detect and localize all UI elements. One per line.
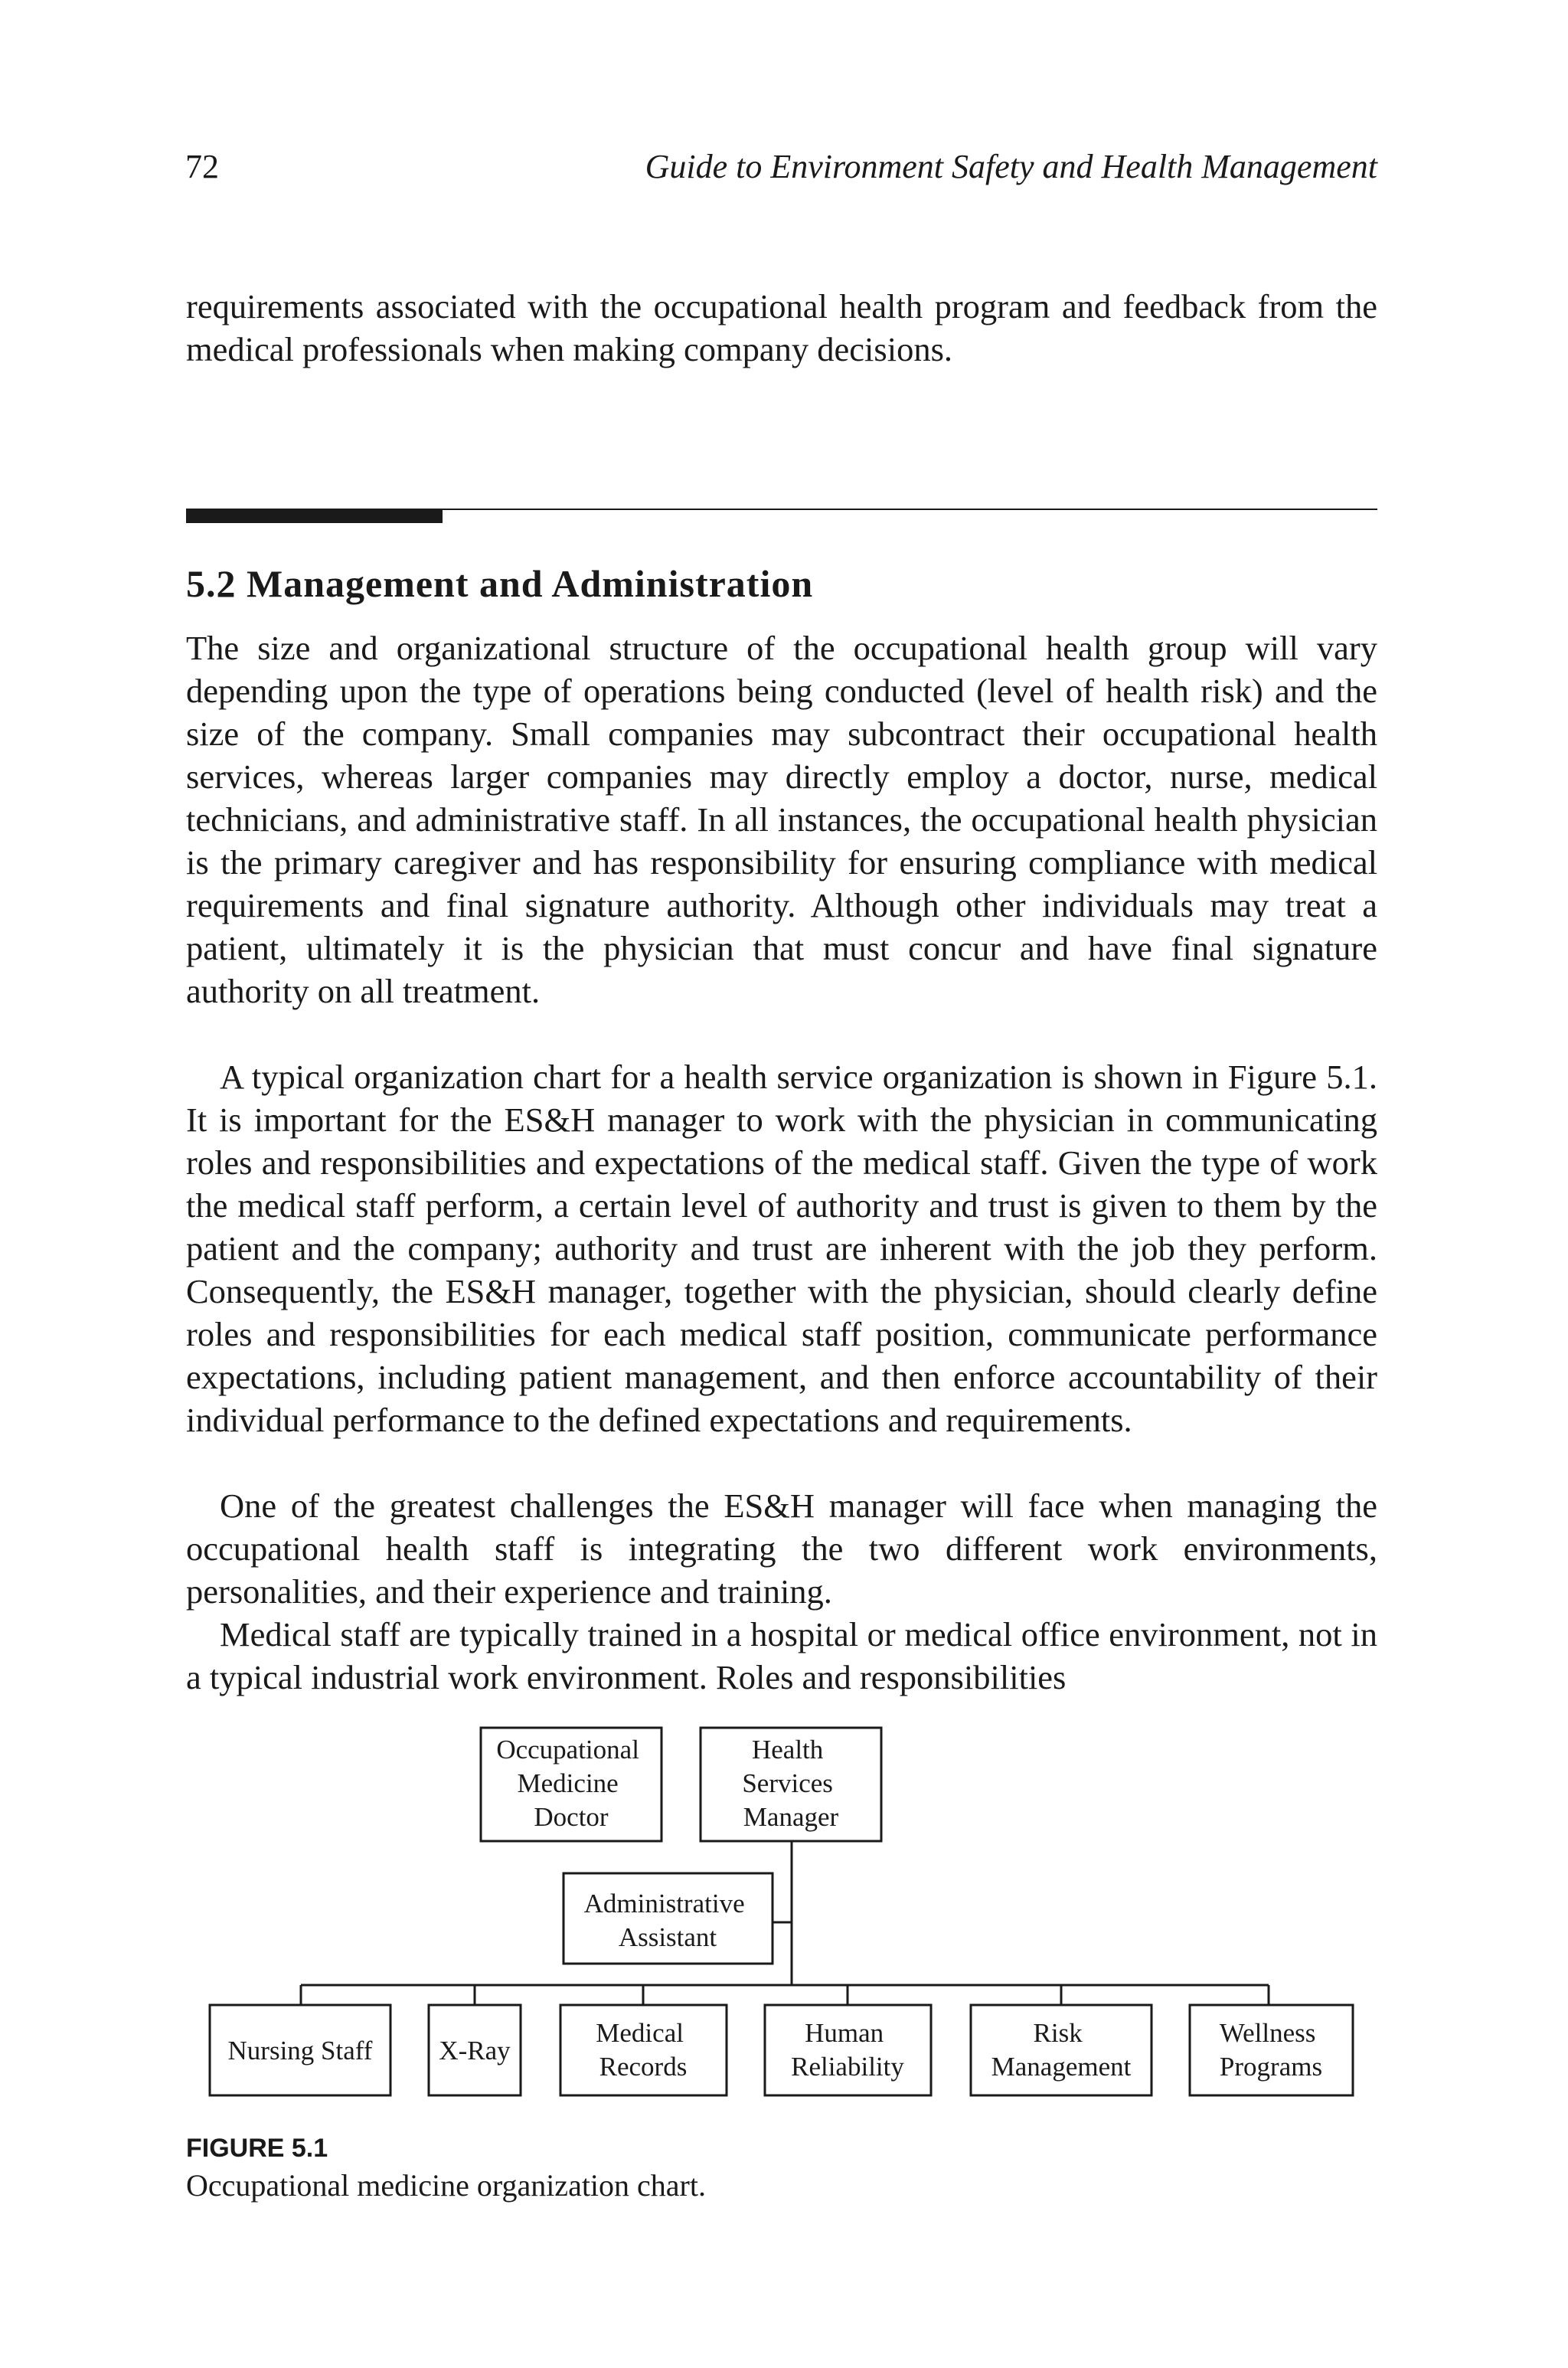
box-label-xray: X-Ray — [439, 2036, 511, 2065]
section-heading: 5.2 Management and Administration — [186, 562, 814, 605]
box-label-assistant: Administrative Assistant — [583, 1889, 745, 1952]
body-paragraph: A typical organization chart for a health service organization is shown in Figure 5.1. It is important for the ES&H manager to work with the physician in communicating roles and responsibilities and expectations of the medical staff. Given the type of work the medical staff perform, a certain level of authority and trust is given to them by the patient and the company; authority and trust are inherent with the job they perform. Consequently, the ES&H manager, together with the physician, should clearly define roles and responsibilities for each medical staff position, communicate performance expectations, including patient management, and then enforce accountability of their individual performance to the defined expectations and requirements. — [186, 1058, 1377, 1439]
body-paragraph: Medical staff are typically trained in a hospital or medical office environment, not in a typical industrial work environment. Roles and responsibilities — [186, 1615, 1377, 1696]
body-paragraph: One of the greatest challenges the ES&H manager will face when managing the occupational health staff is integrating the two different work environments, personalities, and their experience and training. — [186, 1487, 1377, 1611]
box-label-nursing: Nursing Staff — [227, 2036, 373, 2065]
box-label-risk: Risk Management — [991, 2018, 1132, 2082]
box-label-manager: Health Services Manager — [742, 1735, 839, 1832]
box-label-human: Human Reliability — [791, 2018, 904, 2082]
box-label-records: Medical Records — [596, 2018, 688, 2082]
box-label-doctor: Occupational Medicine Doctor — [496, 1735, 639, 1832]
body-paragraph: requirements associated with the occupational health program and feedback from the medical professionals when making company decisions. — [186, 287, 1377, 368]
figure-label: FIGURE 5.1 — [186, 2134, 328, 2163]
body-paragraph: The size and organizational structure of the occupational health group will vary depending upon the type of operations being conducted (level of health risk) and the size of the company. Small companies may subcontract their occupational health services, whereas larger companies may directly employ a doctor, nurse, medical technicians, and administrative staff. In all instances, the occupational health physician is the primary caregiver and has responsibility for ensuring compliance with medical requirements and final signature authority. Although other individuals may treat a patient, ultimately it is the physician that must concur and have final signature authority on all treatment. — [186, 629, 1377, 1010]
running-head: Guide to Environment Safety and Health Management — [645, 148, 1377, 185]
box-label-wellness: Wellness Programs — [1219, 2018, 1323, 2082]
page-number: 72 — [185, 148, 219, 185]
figure-caption: Occupational medicine organization chart. — [186, 2168, 706, 2203]
